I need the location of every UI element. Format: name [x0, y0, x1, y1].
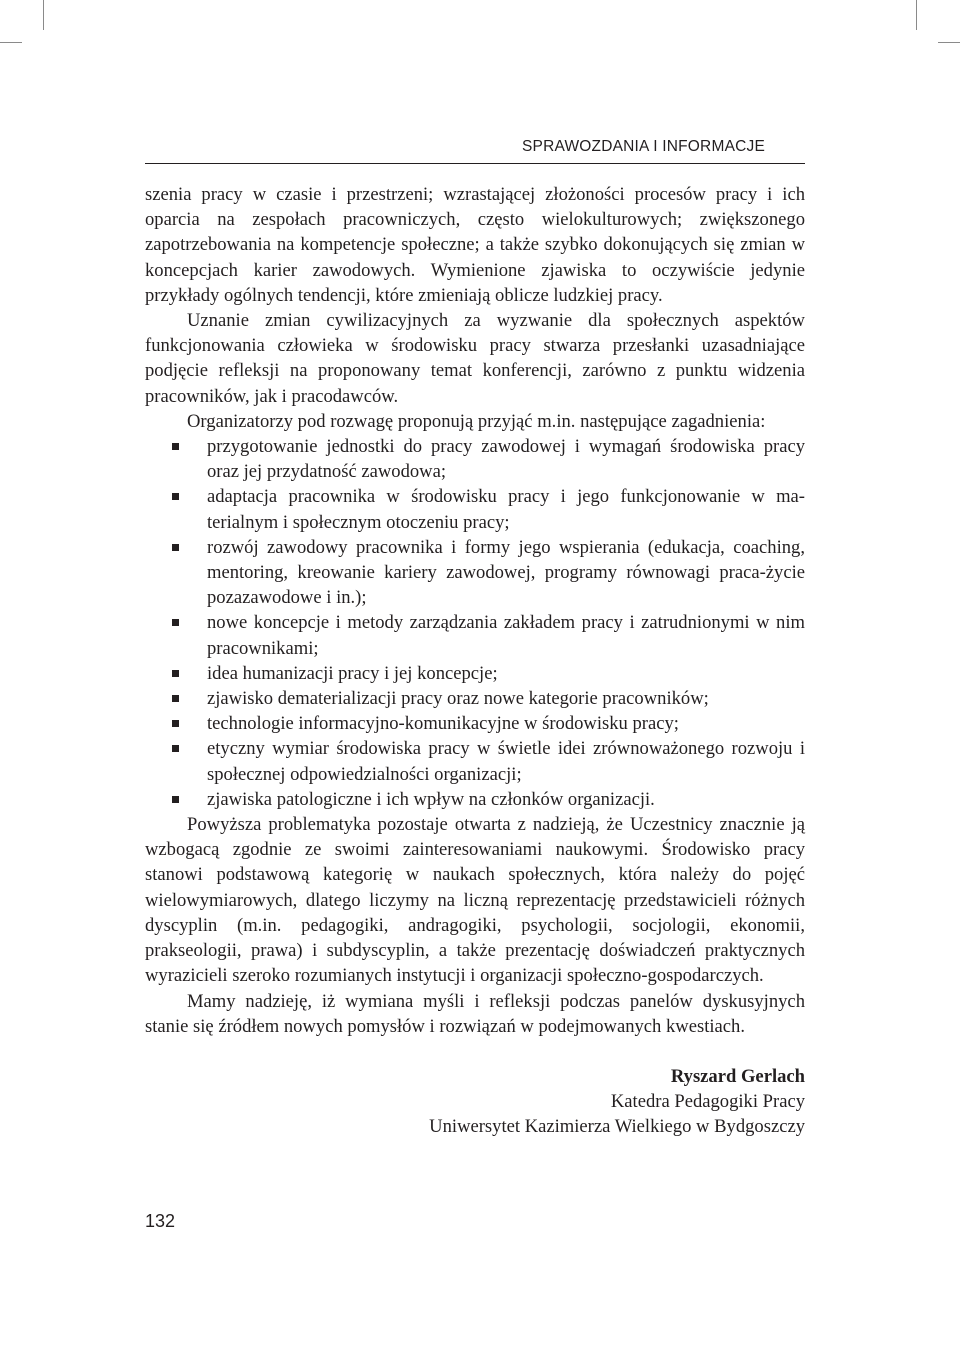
- crop-mark-right: [938, 42, 960, 43]
- topics-list: [145, 434, 805, 812]
- crop-mark-top-right: [916, 0, 917, 30]
- paragraph-continued: szenia pracy w czasie i przestrzeni; wzrastającej złożoności procesów pracy i ich oparcia na zespołach pracowniczych, często wielokulturowych; zwiększonego zapotrzebowania na kompetencje społeczne; a także szybko dokonujących się zmian w koncepcjach karier zawodowych. Wymienione zjawiska to oczywiście jedynie przykłady ogólnych tendencji, które zmieniają oblicze ludzkiej pracy.: [145, 184, 805, 306]
- bullet-square-icon: [172, 796, 179, 803]
- list-item: [145, 434, 805, 484]
- bullet-square-icon: [172, 443, 179, 450]
- list-item: [145, 711, 805, 736]
- author-department: Katedra Pedagogiki Pracy: [610, 1091, 805, 1113]
- list-item-text: idea humanizacji pracy i jej koncepcje;: [207, 662, 498, 684]
- list-item-text: zjawisko dematerializacji pracy oraz nowe kategorie pracowników;: [207, 688, 709, 710]
- list-item-text: adaptacja pracownika w środowisku pracy i jego funkcjonowanie w materialnym i społecznym otoczeniu pracy;: [207, 486, 805, 533]
- paragraph-closing: Mamy nadzieję, iż wymiana myśli i refleksji podczas panelów dyskusyjnych stanie się źródłem nowych pomysłów i rozwiązań w podejmowanych kwestiach.: [145, 990, 805, 1037]
- bullet-square-icon: [172, 493, 179, 500]
- bullet-square-icon: [172, 720, 179, 727]
- list-item-text: nowe koncepcje i metody zarządzania zakładem pracy i zatrudnionymi w nim pracownikami;: [207, 612, 805, 659]
- bullet-square-icon: [172, 670, 179, 677]
- author-university: Uniwersytet Kazimierza Wielkiego w Bydgoszczy: [429, 1116, 805, 1138]
- list-item-text: przygotowanie jednostki do pracy zawodowej i wymagań środowiska pracy oraz jej przydatność zawodowa;: [207, 436, 805, 483]
- bullet-square-icon: [172, 544, 179, 551]
- crop-mark-top-left: [43, 0, 44, 30]
- list-item-text: rozwój zawodowy pracownika i formy jego wspierania (edukacja, coaching, mentoring, kreowanie kariery zawodowej, programy równowagi praca-życie pozazawodowe i in.);: [207, 536, 805, 609]
- list-item: [145, 535, 805, 611]
- article-body: [145, 182, 805, 1140]
- author-name: Ryszard Gerlach: [670, 1065, 805, 1087]
- page-number: 132: [145, 1211, 176, 1231]
- bullet-square-icon: [172, 745, 179, 752]
- signature-block: [145, 1064, 805, 1140]
- running-header: SPRAWOZDANIA I INFORMACJE: [522, 138, 765, 155]
- list-item: [145, 610, 805, 660]
- list-item: [145, 736, 805, 786]
- list-item: [145, 661, 805, 686]
- paragraph-challenge: Uznanie zmian cywilizacyjnych za wyzwanie dla społecznych aspektów funkcjonowania człowieka w środowisku pracy stwarza przesłanki uzasadniające podjęcie refleksji na proponowany temat konferencji, zarówno z punktu widzenia pracowników, jak i pracodawców.: [145, 310, 805, 407]
- list-item: [145, 686, 805, 711]
- paragraph-problem-scope: Powyższa problematyka pozostaje otwarta z nadzieją, że Uczestnicy znacznie ją wzbogacą zgodnie ze swoimi zainteresowaniami naukowymi. Środowisko pracy stanowi podstawową kategorię w naukach społecznych, która należy do pojęć wielowymiarowych, dlatego liczymy na liczną reprezentację przedstawicieli różnych dyscyplin (m.in. pedagogiki, andragogiki, psychologii, socjologii, ekonomii, prakseologii, prawa) i subdyscyplin, a także prezentację doświadczeń praktycznych wyrazicieli szeroko rozumianych instytucji i organizacji społeczno-gospodarczych.: [145, 814, 805, 987]
- paragraph-topics-intro: Organizatorzy pod rozwagę proponują przyjąć m.in. następujące zagadnienia:: [187, 410, 766, 432]
- crop-mark-left: [0, 42, 22, 43]
- bullet-square-icon: [172, 695, 179, 702]
- bullet-square-icon: [172, 619, 179, 626]
- list-item-text: etyczny wymiar środowiska pracy w świetle idei zrównoważonego rozwoju i społecznej odpowiedzialności organizacji;: [207, 738, 805, 785]
- list-item-text: technologie informacyjno-komunikacyjne w środowisku pracy;: [207, 713, 679, 735]
- list-item: [145, 484, 805, 534]
- list-item-text: zjawiska patologiczne i ich wpływ na członków organizacji.: [207, 788, 655, 810]
- list-item: [145, 787, 805, 812]
- header-rule: [145, 163, 805, 164]
